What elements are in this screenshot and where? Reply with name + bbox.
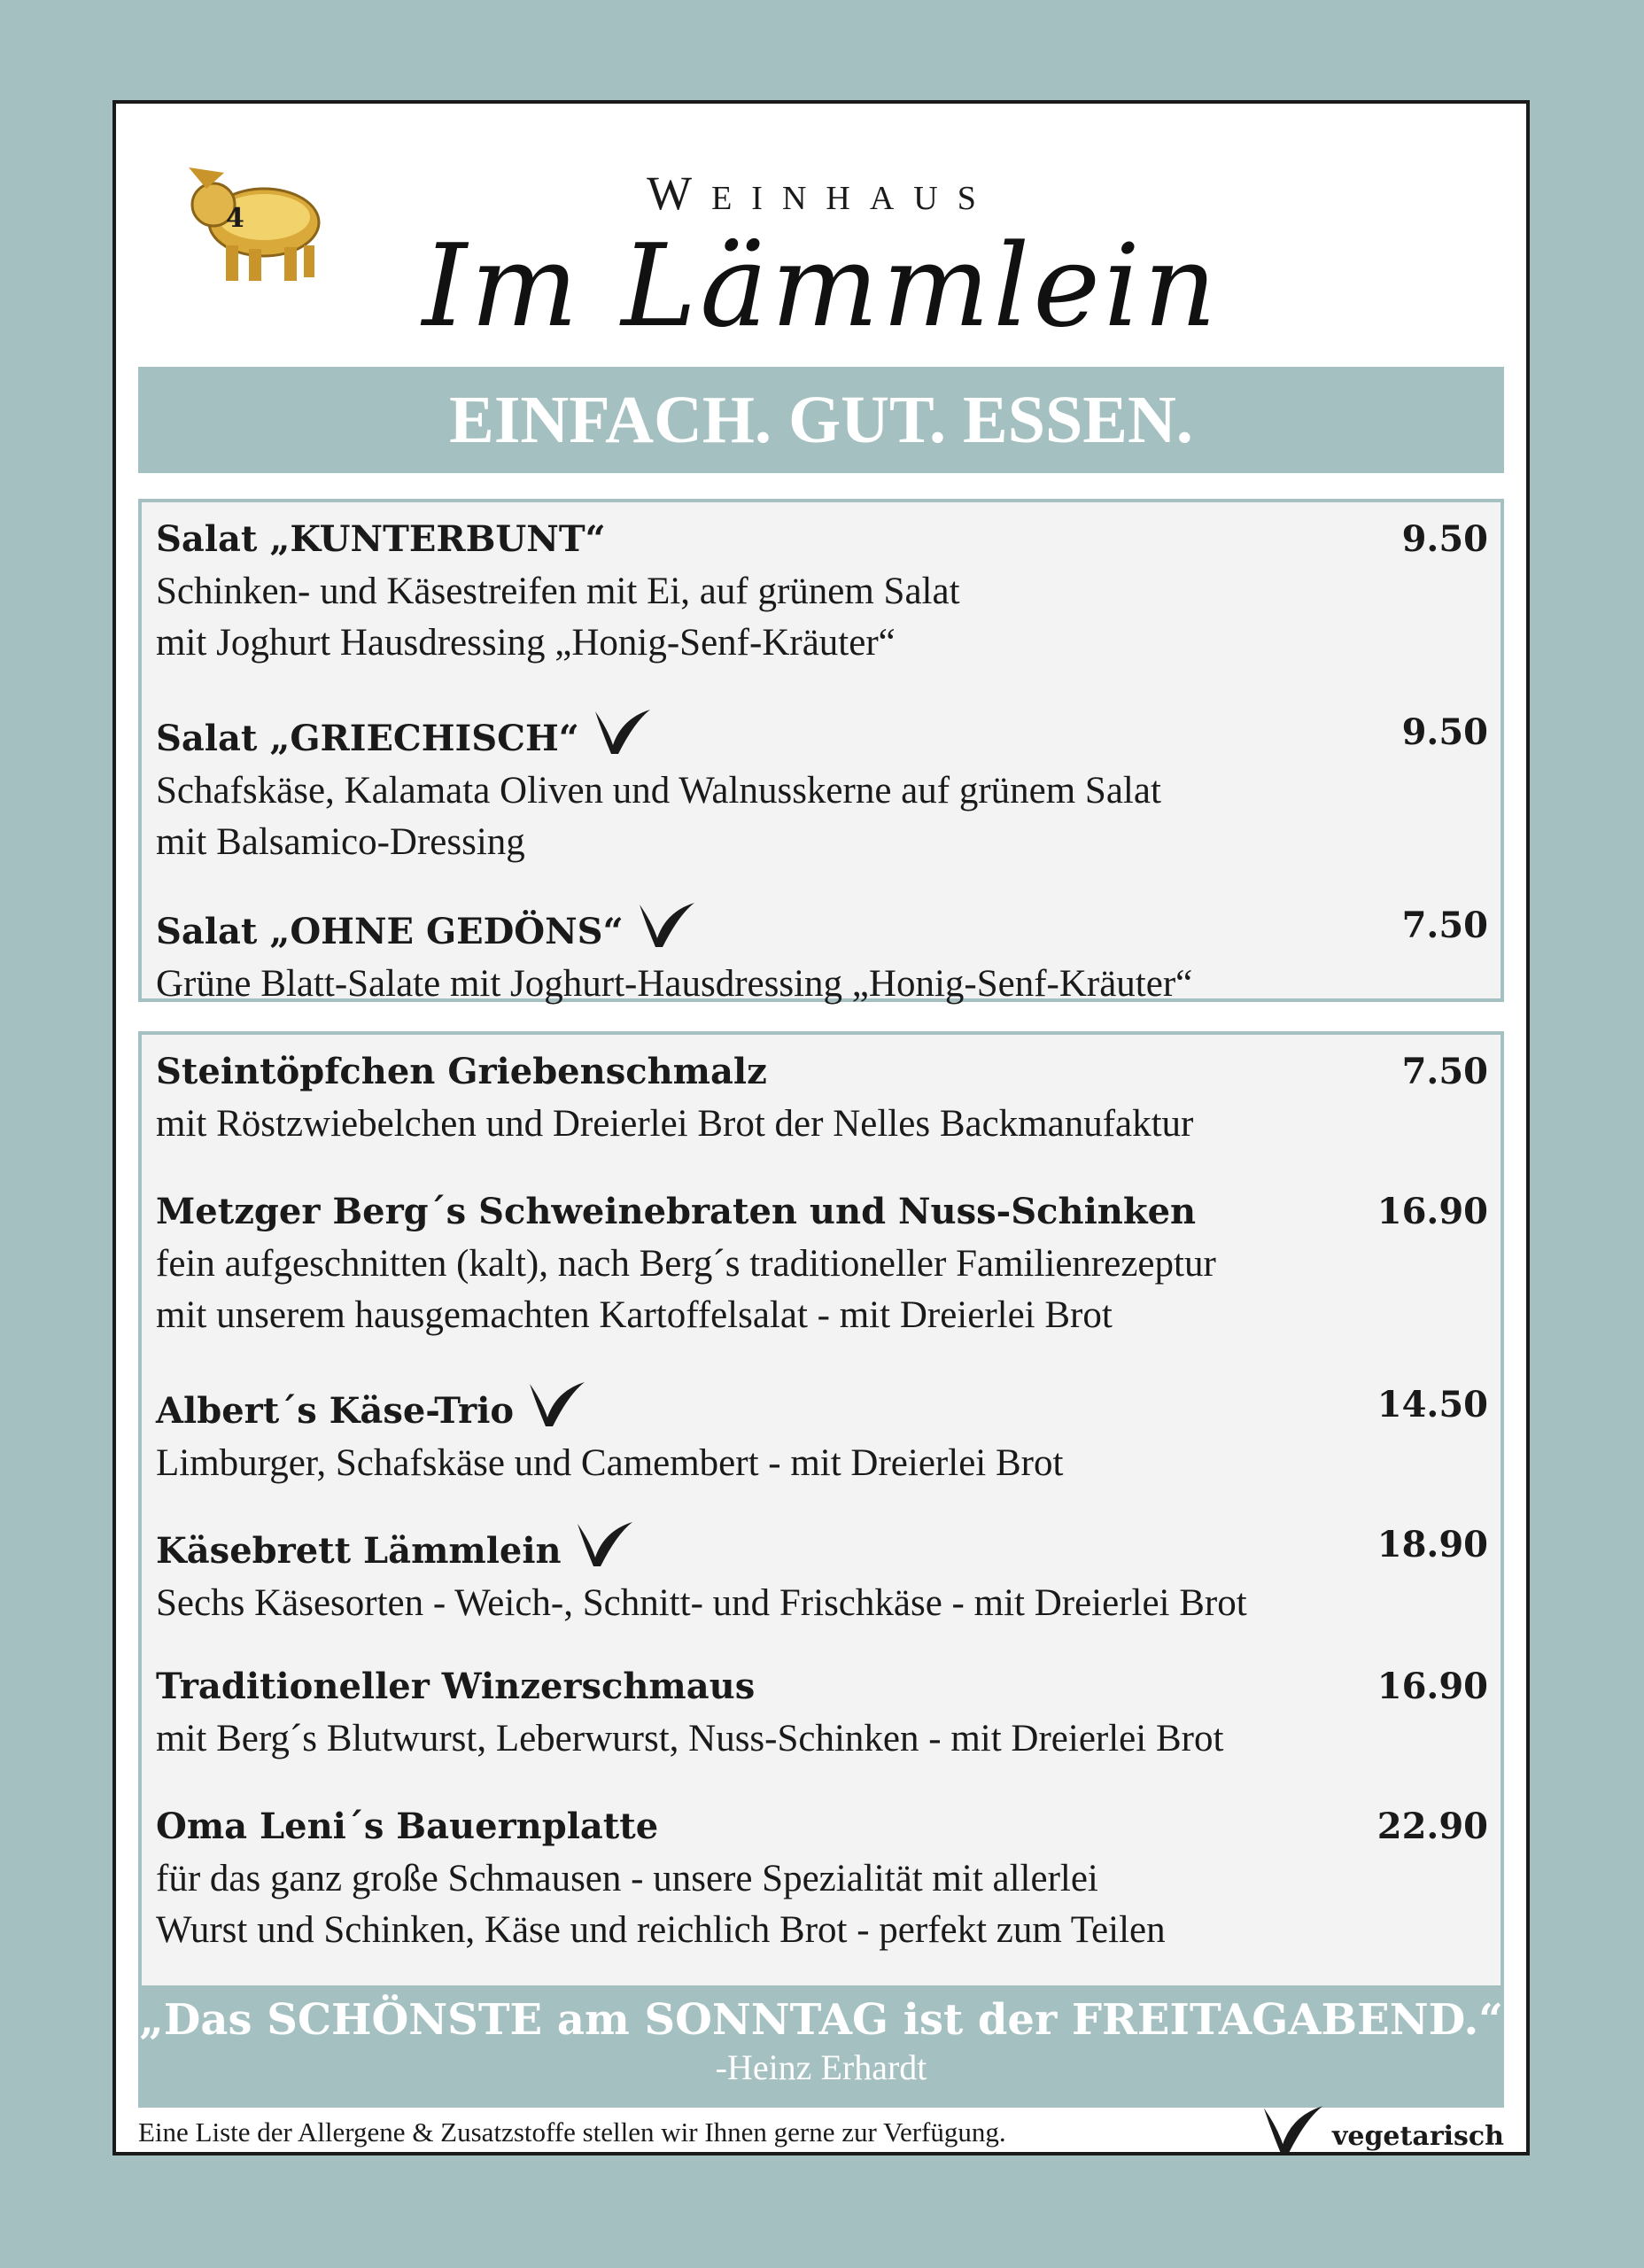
menu-item (156, 1379, 1488, 1489)
item-price: 7.50 (1401, 905, 1488, 946)
item-desc: mit Joghurt Hausdressing „Honig-Senf-Kräuter“ (156, 622, 896, 664)
menu-item (156, 706, 1488, 868)
item-desc: fein aufgeschnitten (kalt), nach Berg´s traditioneller Familienrezeptur (156, 1243, 1216, 1285)
leaf-icon (574, 1518, 636, 1568)
menu-item (156, 1800, 1488, 1956)
item-desc: Wurst und Schinken, Käse und reichlich Brot - perfekt zum Teilen (156, 1909, 1166, 1951)
quote-author: -Heinz Erhardt (715, 2047, 927, 2087)
item-desc: Schafskäse, Kalamata Oliven und Walnusskerne auf grünem Salat (156, 770, 1161, 812)
item-name: Salat „GRIECHISCH“ (156, 718, 579, 759)
item-name: Metzger Berg´s Schweinebraten und Nuss-Schinken (156, 1191, 1197, 1232)
brand-script-title: Im Lämmlein (422, 221, 1221, 353)
menu-item (156, 899, 1488, 1010)
menu-card (112, 100, 1530, 2155)
leaf-icon (1260, 2102, 1327, 2155)
menu-item (156, 1518, 1488, 1629)
item-price: 18.90 (1376, 1524, 1488, 1565)
brand-weinhaus: Weinhaus (647, 167, 996, 220)
leaf-icon (636, 899, 698, 949)
menu-item (156, 1660, 1488, 1765)
leaf-icon (592, 706, 654, 756)
quote-banner (138, 1985, 1504, 2108)
item-desc: für das ganz große Schmausen - unsere Spezialität mit allerlei (156, 1858, 1098, 1899)
item-name: Oma Leni´s Bauernplatte (156, 1806, 659, 1847)
item-price: 16.90 (1376, 1191, 1488, 1232)
quote-text: „Das SCHÖNSTE am SONNTAG ist der FREITAGABEND.“ (139, 1995, 1503, 2045)
item-price: 22.90 (1376, 1806, 1488, 1847)
allergen-note: Eine Liste der Allergene & Zusatzstoffe stellen wir Ihnen gerne zur Verfügung. (138, 2117, 1006, 2148)
item-name: Salat „KUNTERBUNT“ (156, 518, 606, 560)
leaf-icon (526, 1379, 588, 1428)
headline-banner: EINFACH. GUT. ESSEN. (138, 367, 1504, 473)
menu-item (156, 513, 1488, 669)
item-desc: Limburger, Schafskäse und Camembert - mit Dreierlei Brot (156, 1442, 1064, 1484)
platter-section (138, 1031, 1504, 2062)
item-name: Traditioneller Winzerschmaus (156, 1666, 756, 1707)
item-desc: Grüne Blatt-Salate mit Joghurt-Hausdressing „Honig-Senf-Kräuter“ (156, 963, 1193, 1005)
item-price: 9.50 (1401, 518, 1488, 560)
vegetarian-legend (1260, 2102, 1504, 2155)
item-desc: mit Balsamico-Dressing (156, 821, 525, 863)
item-desc: mit Berg´s Blutwurst, Leberwurst, Nuss-Schinken - mit Dreierlei Brot (156, 1718, 1224, 1759)
item-price: 9.50 (1401, 711, 1488, 753)
item-desc: mit unserem hausgemachten Kartoffelsalat - mit Dreierlei Brot (156, 1294, 1113, 1336)
item-desc: mit Röstzwiebelchen und Dreierlei Brot der Nelles Backmanufaktur (156, 1103, 1194, 1145)
item-name: Albert´s Käse-Trio (156, 1390, 515, 1432)
item-price: 16.90 (1376, 1666, 1488, 1707)
item-desc: Sechs Käsesorten - Weich-, Schnitt- und Frischkäse - mit Dreierlei Brot (156, 1582, 1247, 1624)
salad-section (138, 499, 1504, 1005)
page-number: 4 (226, 203, 244, 234)
footer (138, 2111, 1504, 2150)
item-price: 14.50 (1376, 1384, 1488, 1425)
item-desc: Schinken- und Käsestreifen mit Ei, auf grünem Salat (156, 571, 960, 612)
item-price: 7.50 (1401, 1051, 1488, 1092)
item-name: Salat „OHNE GEDÖNS“ (156, 911, 624, 952)
vegetarian-label: vegetarisch (1331, 2121, 1504, 2152)
item-name: Käsebrett Lämmlein (156, 1530, 562, 1572)
menu-item (156, 1045, 1488, 1150)
menu-item (156, 1185, 1488, 1341)
item-name: Steintöpfchen Griebenschmalz (156, 1051, 767, 1092)
